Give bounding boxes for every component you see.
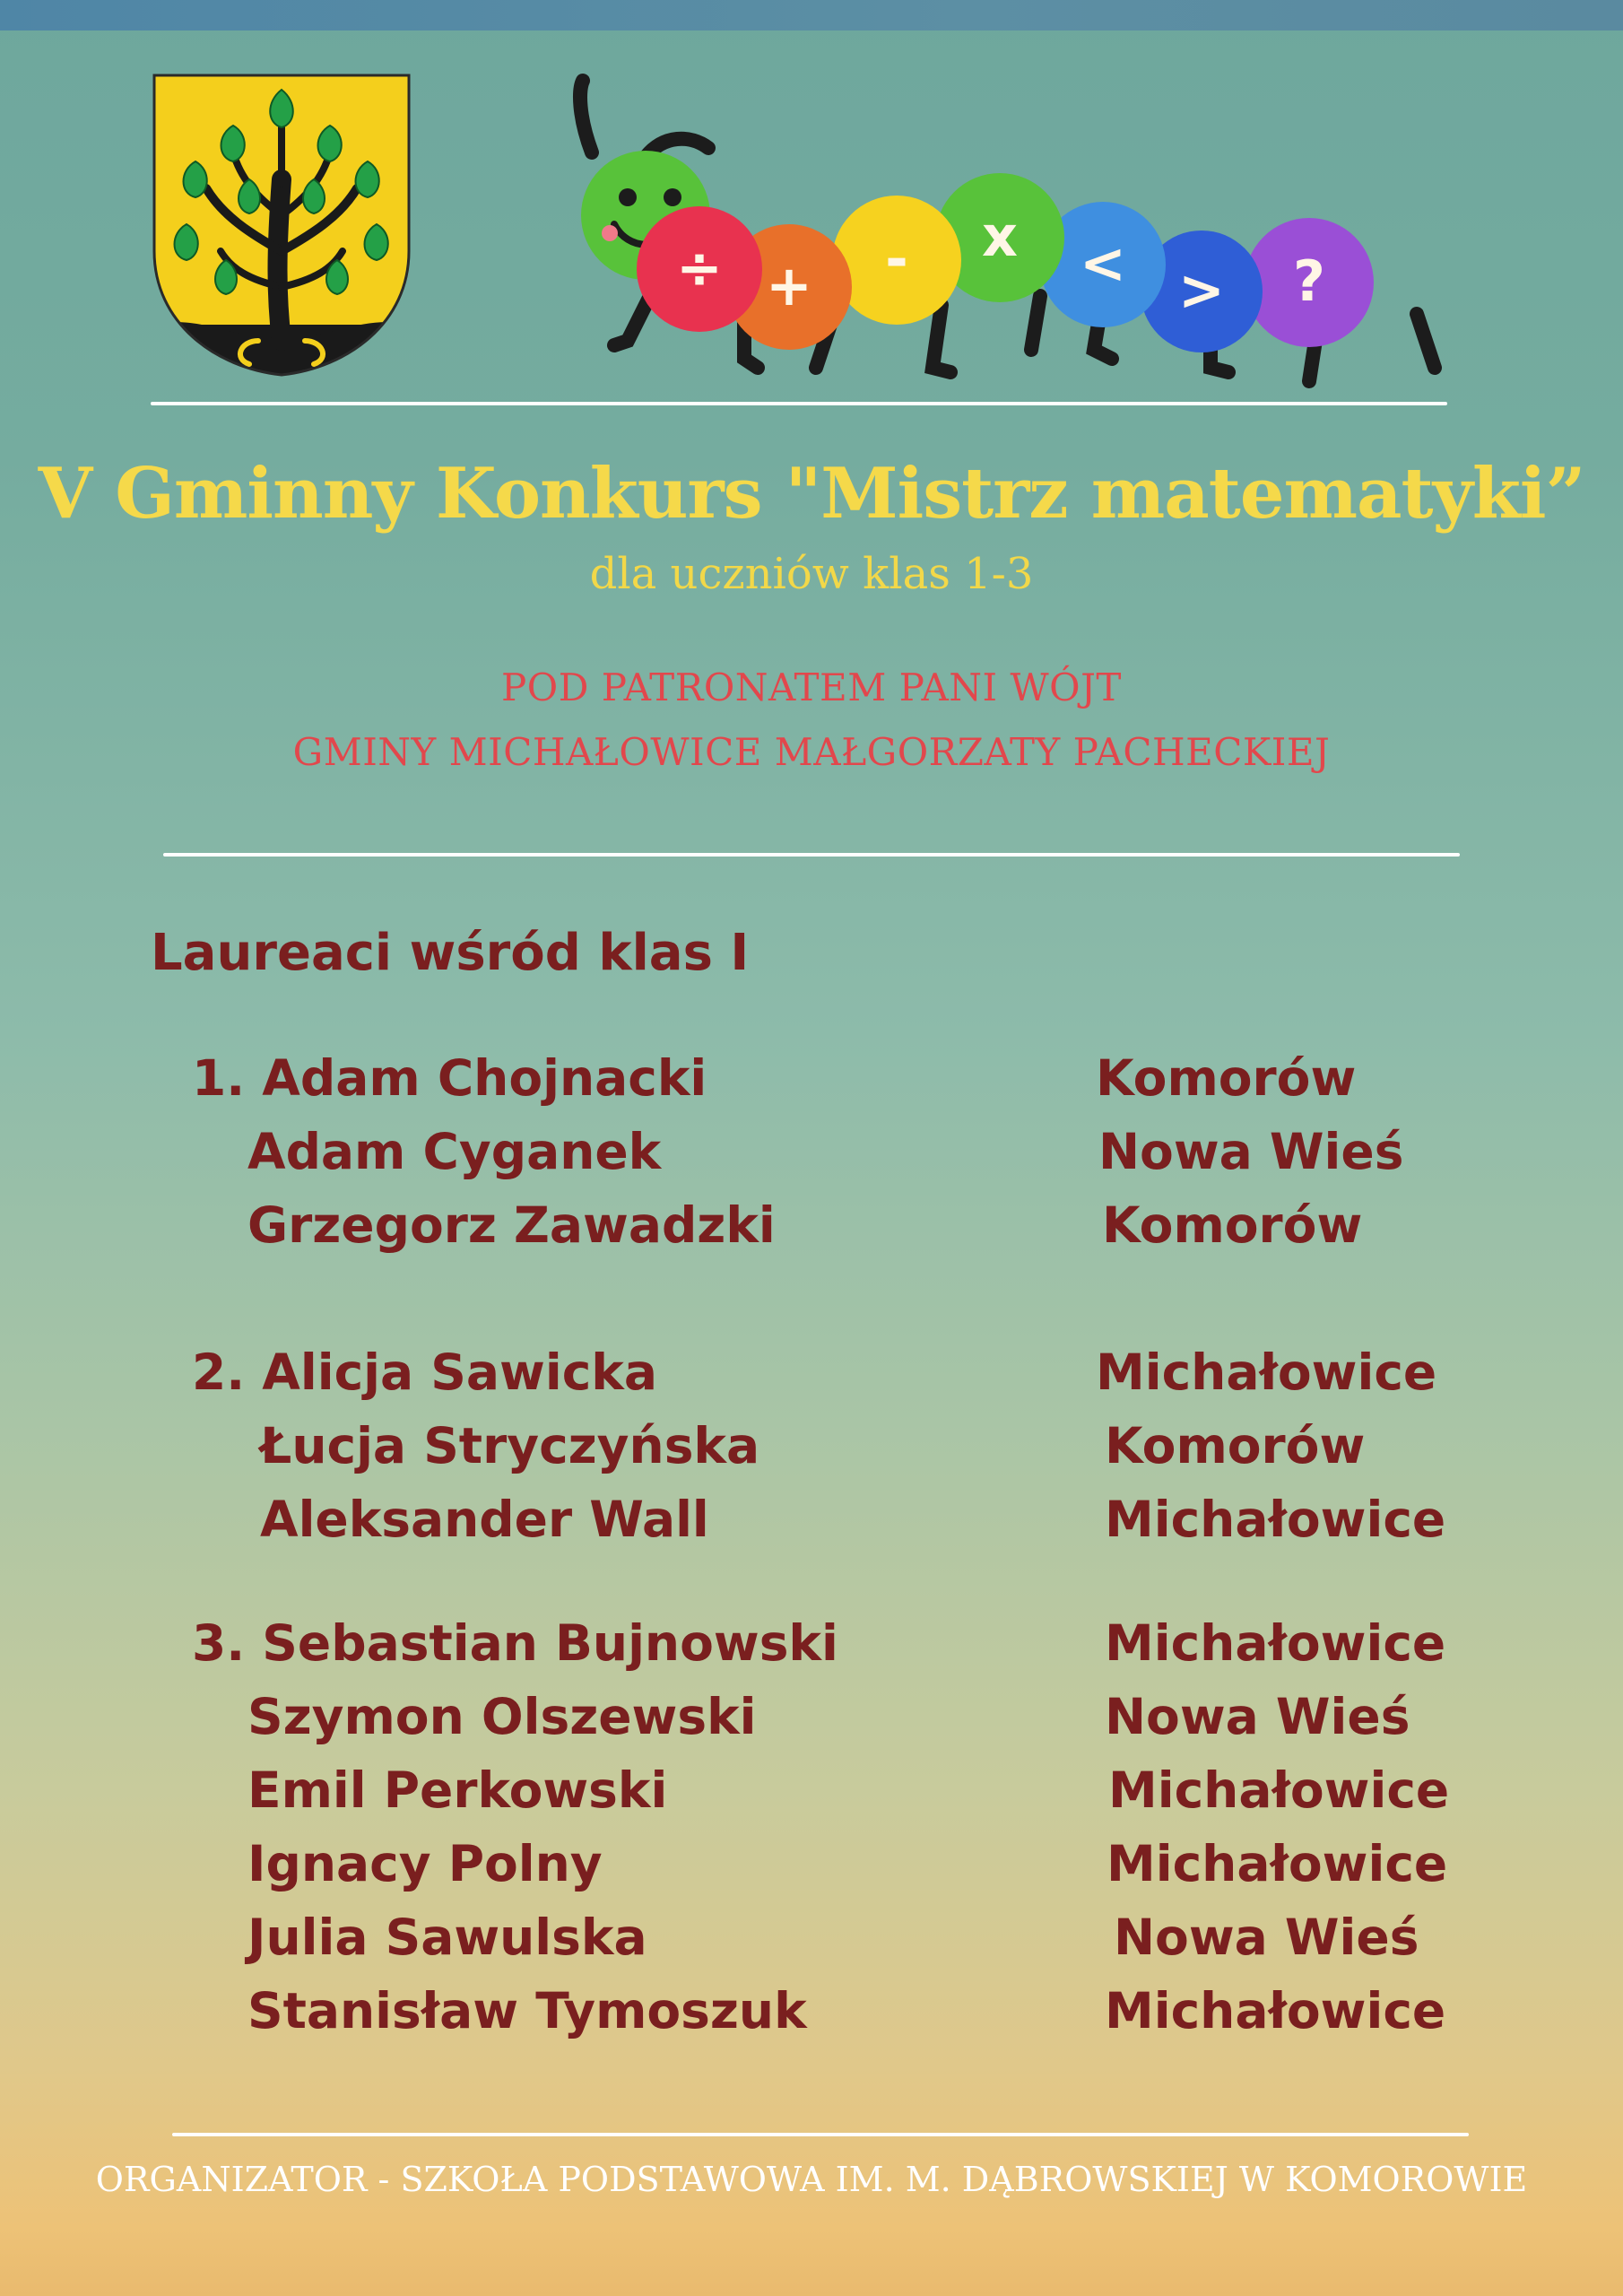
patron-line-2: GMINY MICHAŁOWICE MAŁGORZATY PACHECKIEJ <box>292 730 1331 774</box>
winner-name: 3. Sebastian Bujnowski <box>192 1614 838 1672</box>
caterpillar-symbol: ÷ <box>676 235 723 300</box>
math-caterpillar-illustration <box>529 72 1462 413</box>
winner-town: Komorów <box>1105 1417 1366 1474</box>
tree-coat-of-arms-icon <box>151 72 412 377</box>
winner-name: Julia Sawulska <box>247 1909 647 1966</box>
winner-town: Michałowice <box>1107 1835 1448 1892</box>
winner-town: Michałowice <box>1108 1761 1450 1819</box>
winner-name: Ignacy Polny <box>247 1835 603 1892</box>
divider-top <box>151 402 1447 405</box>
winner-town: Nowa Wieś <box>1105 1688 1410 1745</box>
winner-name: Łucja Stryczyńska <box>260 1417 760 1474</box>
winner-name: Stanisław Tymoszuk <box>247 1982 807 2039</box>
patron-line-1: POD PATRONATEM PANI WÓJT <box>501 665 1122 709</box>
winner-town: Michałowice <box>1105 1614 1446 1672</box>
caterpillar-symbol: + <box>766 253 812 318</box>
winner-town: Komorów <box>1096 1049 1357 1107</box>
winner-name: Aleksander Wall <box>260 1491 709 1548</box>
winner-name: Szymon Olszewski <box>247 1688 757 1745</box>
winner-town: Nowa Wieś <box>1098 1123 1404 1180</box>
organizer-footer: ORGANIZATOR - SZKOŁA PODSTAWOWA IM. M. DĄBROWSKIEJ W KOMOROWIE <box>95 2160 1528 2199</box>
winner-name: 1. Adam Chojnacki <box>192 1049 707 1107</box>
winner-name: Adam Cyganek <box>247 1123 662 1180</box>
winner-town: Michałowice <box>1105 1491 1446 1548</box>
caterpillar-symbol: ? <box>1293 248 1325 314</box>
winner-name: 2. Alicja Sawicka <box>192 1344 657 1401</box>
section-heading: Laureaci wśród klas I <box>151 924 750 982</box>
contest-title: V Gminny Konkurs "Mistrz matematyki” <box>38 453 1585 535</box>
winner-name: Grzegorz Zawadzki <box>247 1196 776 1254</box>
divider-bottom <box>172 2133 1469 2136</box>
winner-town: Komorów <box>1102 1196 1363 1254</box>
caterpillar-symbol: < <box>1080 230 1126 296</box>
divider-middle <box>163 853 1460 857</box>
caterpillar-symbol: - <box>885 226 908 291</box>
caterpillar-symbol: > <box>1178 257 1225 323</box>
contest-subtitle: dla uczniów klas 1-3 <box>589 549 1034 599</box>
caterpillar-symbol: x <box>982 204 1018 269</box>
top-bar <box>0 0 1623 30</box>
winner-town: Michałowice <box>1105 1982 1446 2039</box>
winner-name: Emil Perkowski <box>247 1761 668 1819</box>
winner-town: Michałowice <box>1096 1344 1437 1401</box>
winner-town: Nowa Wieś <box>1114 1909 1419 1966</box>
